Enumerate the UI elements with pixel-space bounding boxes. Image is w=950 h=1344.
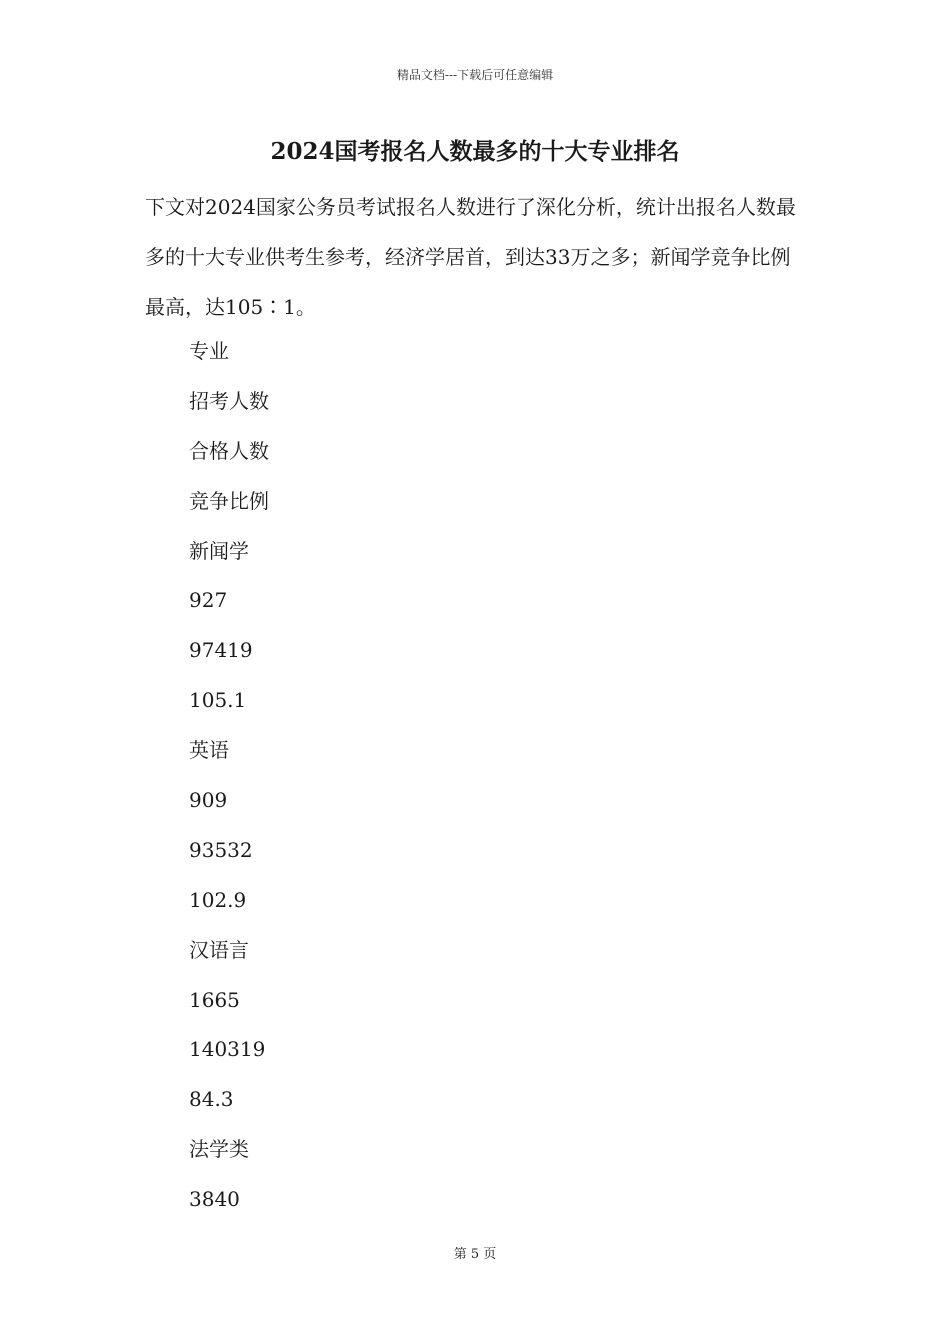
- list-item: 3840: [189, 1187, 240, 1212]
- list-item: 105.1: [189, 688, 247, 713]
- intro-paragraph: 下文对2024国家公务员考试报名人数进行了深化分析，统计出报名人数最多的十大专业供考生参考，经济学居首，到达33万之多；新闻学竞争比例最高，达105∶1。: [145, 195, 796, 319]
- list-item: 1665: [189, 987, 240, 1012]
- list-item: 97419: [189, 638, 253, 663]
- list-item: 汉语言: [189, 937, 249, 962]
- list-item: 909: [189, 788, 228, 813]
- list-item: 招考人数: [189, 388, 269, 413]
- list-item: 合格人数: [189, 438, 269, 463]
- list-item: 专业: [189, 339, 229, 363]
- list-item: 竞争比例: [189, 488, 269, 513]
- list-item: 84.3: [189, 1087, 234, 1112]
- list-item: 法学类: [189, 1137, 249, 1162]
- document-title: 2024国考报名人数最多的十大专业排名: [270, 138, 680, 165]
- list-item: 新闻学: [189, 538, 249, 563]
- list-item: 927: [189, 588, 228, 613]
- page-header: 精品文档---下载后可任意编辑: [396, 68, 554, 82]
- list-item: 93532: [189, 837, 253, 862]
- content-list: [189, 327, 269, 1225]
- list-item: 102.9: [189, 887, 247, 912]
- page-number: 第 5 页: [453, 1247, 497, 1262]
- list-item: 140319: [189, 1037, 266, 1062]
- list-item: 英语: [189, 738, 229, 763]
